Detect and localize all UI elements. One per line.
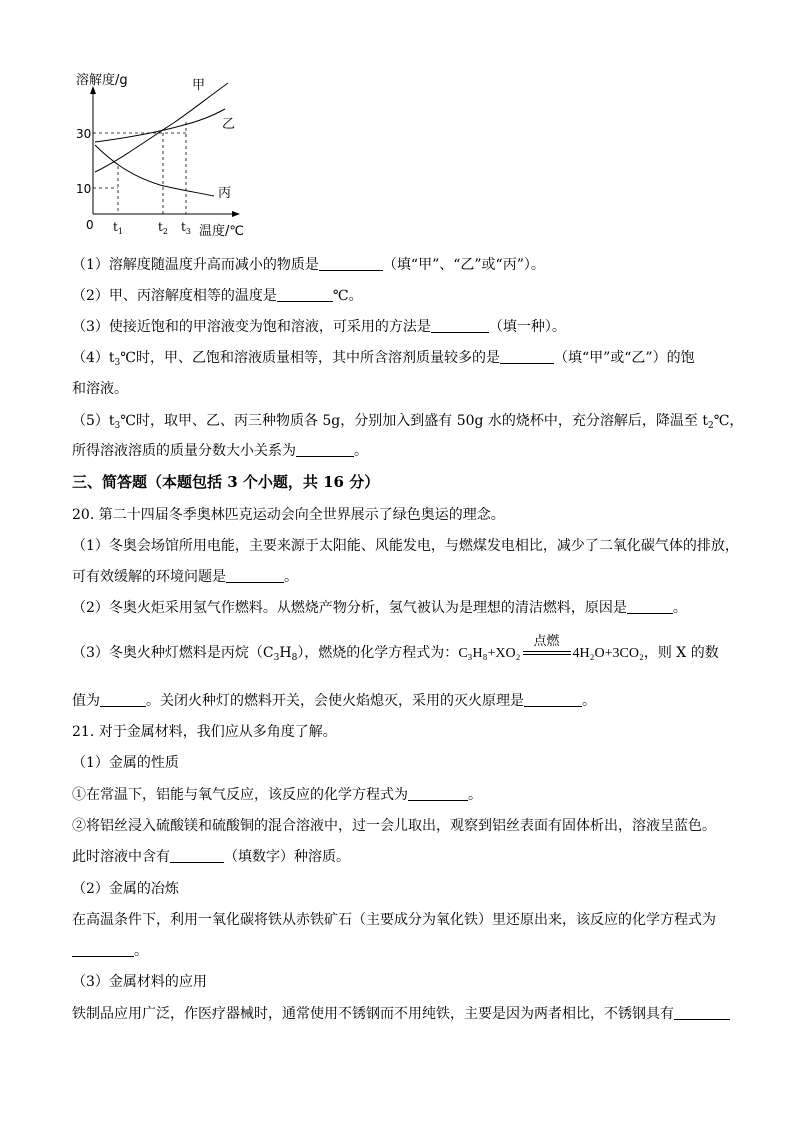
q21-sub1-item2: ②将铝丝浸入硫酸镁和硫酸铜的混合溶液中，过一会儿取出，观察到铝丝表面有固体析出，溶液呈蓝色。 <box>72 818 716 834</box>
x-axis-arrow <box>232 211 240 217</box>
q19-part4: $(4)t_3℃$时，甲、乙饱和溶液质量相等，其中所含溶剂质量较多的是 （填“甲”或“乙”）的饱 <box>72 350 695 368</box>
series-label-yi: 乙 <box>222 117 236 132</box>
x-tick-t3: $t_3$ <box>181 220 191 236</box>
answer-blank[interactable] <box>170 848 224 863</box>
q19-part2: （2）甲、丙溶解度相等的温度是 ℃。 <box>72 288 363 304</box>
answer-blank[interactable] <box>627 599 673 614</box>
answer-blank[interactable] <box>296 442 354 457</box>
q20-part3-cont: 值为 。关闭火种灯的燃料开关，会使火焰熄灭，采用的灭火原理是 。 <box>72 693 596 709</box>
solubility-chart <box>0 0 793 250</box>
answer-blank[interactable] <box>524 692 582 707</box>
answer-blank[interactable] <box>319 256 383 271</box>
y-tick-10: 10 <box>76 182 92 196</box>
series-label-jia: 甲 <box>192 78 206 93</box>
q20-part1: （1）冬奥会场馆所用电能，主要来源于太阳能、风能发电，与燃煤发电相比，减少了二氧化碳气体的排放， <box>72 538 739 554</box>
q21-sub1-item1: ①在常温下，铝能与氧气反应，该反应的化学方程式为 。 <box>72 787 482 803</box>
x-axis-label: 温度/℃ <box>199 224 244 239</box>
q21-sub2-cont: 。 <box>72 942 148 960</box>
q20-part1-cont: 可有效缓解的环境问题是 。 <box>72 569 298 585</box>
answer-blank[interactable] <box>500 349 554 364</box>
y-axis-label: 溶解度/g <box>76 73 128 88</box>
answer-blank[interactable] <box>431 318 489 333</box>
answer-blank[interactable] <box>408 786 468 801</box>
curve-jia <box>95 83 228 172</box>
q21-sub1-item2-cont: 此时溶液中含有 （填数字）种溶质。 <box>72 849 350 865</box>
series-label-bing: 丙 <box>218 186 232 201</box>
origin-label: 0 <box>86 218 94 232</box>
q19-part5: $(5)t_3℃$时，取甲、乙、丙三种物质各 5g，分别加入到盛有 50g 水的烧杯中，充分溶解后，降温至 $t_2℃$， <box>72 413 744 431</box>
q19-part1: （1）溶解度随温度升高而减小的物质是 （填“甲”、“乙”或“丙”）。 <box>72 257 545 273</box>
answer-blank[interactable] <box>72 942 134 957</box>
q20-part3: （3）冬奥火种灯燃料是丙烷$(C_3H_8)$，燃烧的化学方程式为：C₃H₈+XO₂ 点燃 4H₂O+3CO₂，则 X 的数 <box>72 634 719 663</box>
q20-stem: 20. 第二十四届冬季奥林匹克运动会向全世界展示了绿色奥运的理念。 <box>72 507 505 523</box>
q20-part2: （2）冬奥火炬采用氢气作燃料。从燃烧产物分析，氢气被认为是理想的清洁燃料，原因是 。 <box>72 600 687 616</box>
q19-part4-cont: 和溶液。 <box>72 381 128 397</box>
q21-sub3: （3）金属材料的应用 <box>72 974 207 990</box>
section-3-heading: 三、简答题（本题包括 3 个小题，共 16 分） <box>72 473 380 491</box>
answer-blank[interactable] <box>277 287 333 302</box>
q21-sub2-text: 在高温条件下，利用一氧化碳将铁从赤铁矿石（主要成分为氧化铁）里还原出来，该反应的化学方程式为 <box>72 912 716 928</box>
q21-sub1: （1）金属的性质 <box>72 755 179 771</box>
answer-blank[interactable] <box>100 692 146 707</box>
q19-part3: （3）使接近饱和的甲溶液变为饱和溶液，可采用的方法是 （填一种）。 <box>72 319 566 335</box>
x-tick-t1: $t_1$ <box>113 220 123 236</box>
y-tick-30: 30 <box>76 127 92 141</box>
curve-yi <box>95 109 225 142</box>
answer-blank[interactable] <box>674 1005 730 1020</box>
chemical-equation: C₃H₈+XO₂ 点燃 4H₂O+3CO₂ <box>458 634 644 661</box>
q21-stem: 21. 对于金属材料，我们应从多角度了解。 <box>72 724 337 740</box>
x-tick-t2: $t_2$ <box>158 220 168 236</box>
answer-blank[interactable] <box>226 568 284 583</box>
q19-part5-cont: 所得溶液溶质的质量分数大小关系为 。 <box>72 443 368 459</box>
q21-sub2: （2）金属的冶炼 <box>72 881 179 897</box>
q21-sub3-text: 铁制品应用广泛，作医疗器械时，通常使用不锈钢而不用纯铁，主要是因为两者相比，不锈钢具有 <box>72 1005 730 1023</box>
